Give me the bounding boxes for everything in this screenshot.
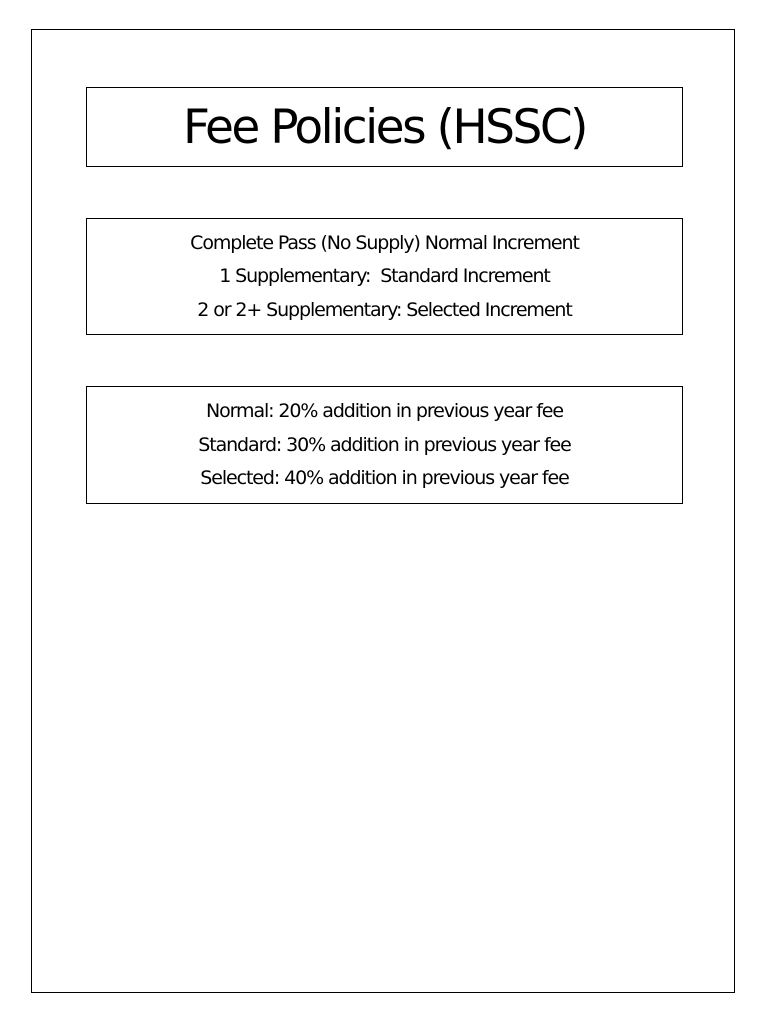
title-box — [86, 87, 683, 167]
rate-normal: Normal: 20% addition in previous year fee — [206, 399, 563, 422]
policy-complete-pass: Complete Pass (No Supply) Normal Increment — [190, 231, 579, 254]
increment-rates-box — [86, 386, 683, 504]
page-title: Fee Policies (HSSC) — [182, 99, 587, 155]
policy-two-plus-supplementary: 2 or 2+ Supplementary: Selected Increment — [197, 298, 572, 321]
policy-one-supplementary: 1 Supplementary: Standard Increment — [219, 265, 550, 287]
rate-standard: Standard: 30% addition in previous year fee — [198, 433, 571, 456]
rate-selected: Selected: 40% addition in previous year fee — [200, 467, 569, 490]
page-border — [31, 29, 735, 993]
increment-policies-box — [86, 218, 683, 335]
